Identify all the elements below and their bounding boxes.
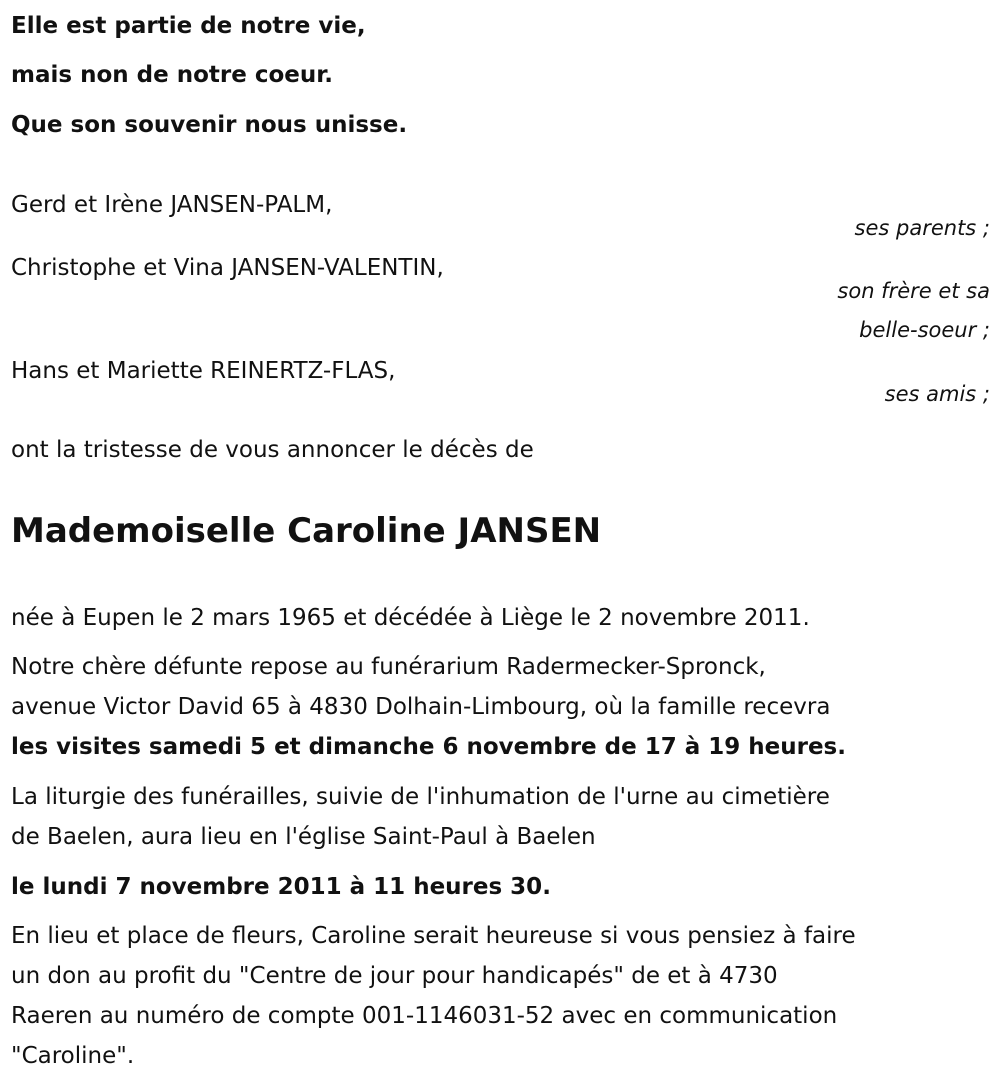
epitaph-line-1: Elle est partie de notre vie, bbox=[11, 13, 366, 39]
family-sibling-relation-line-2: belle-soeur ; bbox=[859, 318, 990, 342]
epitaph-line-2: mais non de notre coeur. bbox=[11, 62, 334, 88]
family-sibling-names: Christophe et Vina JANSEN-VALENTIN, bbox=[11, 255, 444, 281]
donation-line-1: En lieu et place de fleurs, Caroline serait heureuse si vous pensiez à faire bbox=[11, 923, 856, 949]
donation-line-2: un don au profit du "Centre de jour pour handicapés" de et à 4730 bbox=[11, 963, 778, 989]
funerarium-line-1: Notre chère défunte repose au funérarium Radermecker-Spronck, bbox=[11, 654, 766, 680]
liturgy-line-1: La liturgie des funérailles, suivie de l'inhumation de l'urne au cimetière bbox=[11, 784, 830, 810]
family-friends-names: Hans et Mariette REINERTZ-FLAS, bbox=[11, 358, 396, 384]
family-sibling-relation-line-1: son frère et sa bbox=[837, 279, 990, 303]
announcement-text: ont la tristesse de vous annoncer le décès de bbox=[11, 437, 534, 463]
visits-text: les visites samedi 5 et dimanche 6 novembre de 17 à 19 heures. bbox=[11, 734, 846, 760]
donation-line-4: "Caroline". bbox=[11, 1043, 135, 1069]
deceased-name: Mademoiselle Caroline JANSEN bbox=[11, 511, 602, 551]
family-friends-relation: ses amis ; bbox=[884, 382, 990, 406]
birth-death-text: née à Eupen le 2 mars 1965 et décédée à Liège le 2 novembre 2011. bbox=[11, 605, 810, 631]
ceremony-date: le lundi 7 novembre 2011 à 11 heures 30. bbox=[11, 874, 551, 900]
family-parents-names: Gerd et Irène JANSEN-PALM, bbox=[11, 192, 333, 218]
liturgy-line-2: de Baelen, aura lieu en l'église Saint-Paul à Baelen bbox=[11, 824, 596, 850]
donation-line-3: Raeren au numéro de compte 001-1146031-52 avec en communication bbox=[11, 1003, 838, 1029]
epitaph-line-3: Que son souvenir nous unisse. bbox=[11, 112, 408, 138]
funerarium-line-2: avenue Victor David 65 à 4830 Dolhain-Limbourg, où la famille recevra bbox=[11, 694, 831, 720]
family-parents-relation: ses parents ; bbox=[854, 216, 990, 240]
